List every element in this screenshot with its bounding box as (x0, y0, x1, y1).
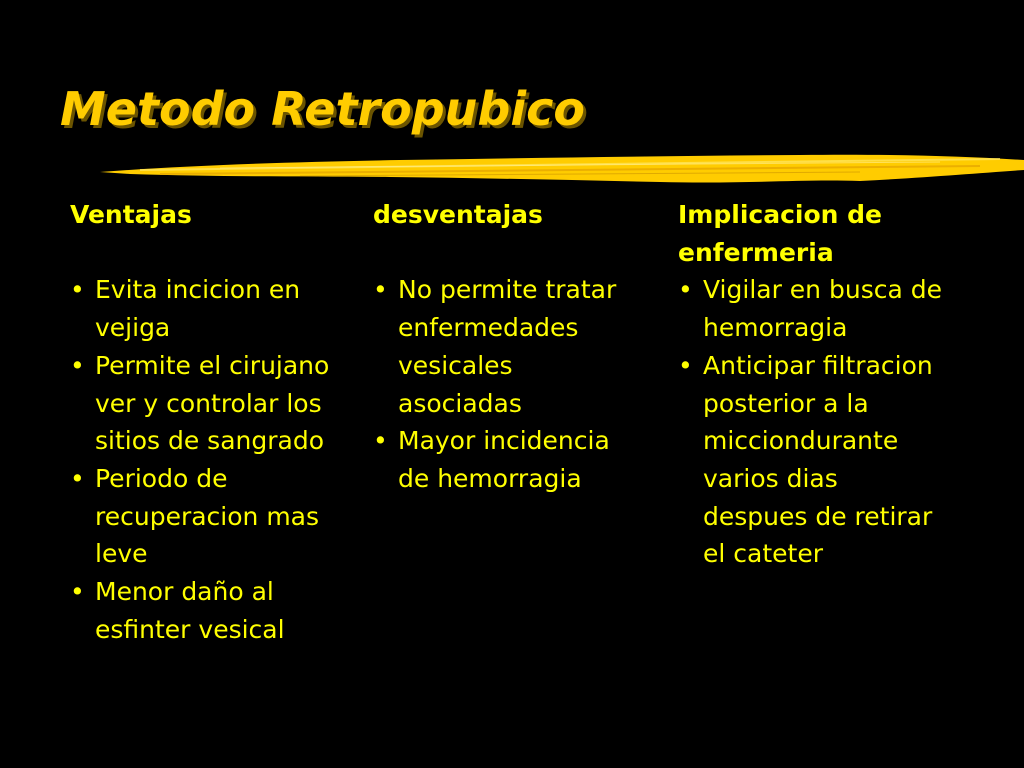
title-underline-brushstroke (100, 150, 1024, 190)
bullet-icon: • (70, 275, 85, 305)
list-item-line: micciondurante (703, 426, 899, 456)
column-implicacion-de-enfermeria (678, 196, 998, 573)
list-item (70, 573, 360, 648)
list-item (373, 271, 663, 422)
list-item-line: el cateter (703, 539, 823, 569)
list-item-line: asociadas (398, 388, 522, 418)
column-heading-line: desventajas (373, 200, 543, 229)
list-item-line: leve (95, 539, 148, 569)
list-item-line: despues de retirar (703, 501, 933, 531)
bullet-icon: • (70, 350, 85, 380)
column-heading (678, 196, 998, 271)
list-item-line: vejiga (95, 313, 171, 343)
bullet-list (678, 271, 998, 573)
list-item-line: varios dias (703, 463, 838, 493)
list-item (373, 422, 663, 497)
list-item (678, 347, 998, 573)
list-item-line: recuperacion mas (95, 501, 320, 531)
list-item-line: ver y controlar los (95, 388, 322, 418)
list-item-line: Periodo de (95, 463, 228, 493)
list-item-line: hemorragia (703, 313, 848, 343)
bullet-icon: • (70, 463, 85, 493)
list-item-line: de hemorragia (398, 463, 582, 493)
column-heading-line: Implicacion de (678, 200, 882, 229)
list-item-line: Anticipar filtracion (703, 350, 933, 380)
bullet-list (70, 271, 360, 648)
list-item-line: No permite tratar (398, 275, 617, 305)
list-item-line: Menor daño al (95, 577, 274, 607)
bullet-icon: • (678, 275, 693, 305)
spacer (70, 234, 360, 272)
column-ventajas (70, 196, 360, 648)
list-item (70, 460, 360, 573)
bullet-icon: • (373, 426, 388, 456)
slide-title: Metodo Retropubico (60, 82, 585, 136)
column-heading-line: enfermeria (678, 237, 834, 267)
column-heading-line: Ventajas (70, 200, 192, 229)
bullet-icon: • (373, 275, 388, 305)
list-item-line: posterior a la (703, 388, 869, 418)
bullet-icon: • (70, 577, 85, 607)
list-item-line: Mayor incidencia (398, 426, 610, 456)
bullet-list (373, 271, 663, 497)
list-item (70, 271, 360, 346)
column-heading (70, 196, 360, 234)
list-item-line: Vigilar en busca de (703, 275, 942, 305)
list-item-line: esfinter vesical (95, 614, 285, 644)
list-item-line: Evita incicion en (95, 275, 301, 305)
list-item (70, 347, 360, 460)
list-item-line: vesicales (398, 350, 513, 380)
list-item (678, 271, 998, 346)
list-item-line: enfermedades (398, 313, 579, 343)
column-desventajas (373, 196, 663, 498)
bullet-icon: • (678, 350, 693, 380)
spacer (373, 234, 663, 272)
list-item-line: Permite el cirujano (95, 350, 330, 380)
list-item-line: sitios de sangrado (95, 426, 325, 456)
column-heading (373, 196, 663, 234)
